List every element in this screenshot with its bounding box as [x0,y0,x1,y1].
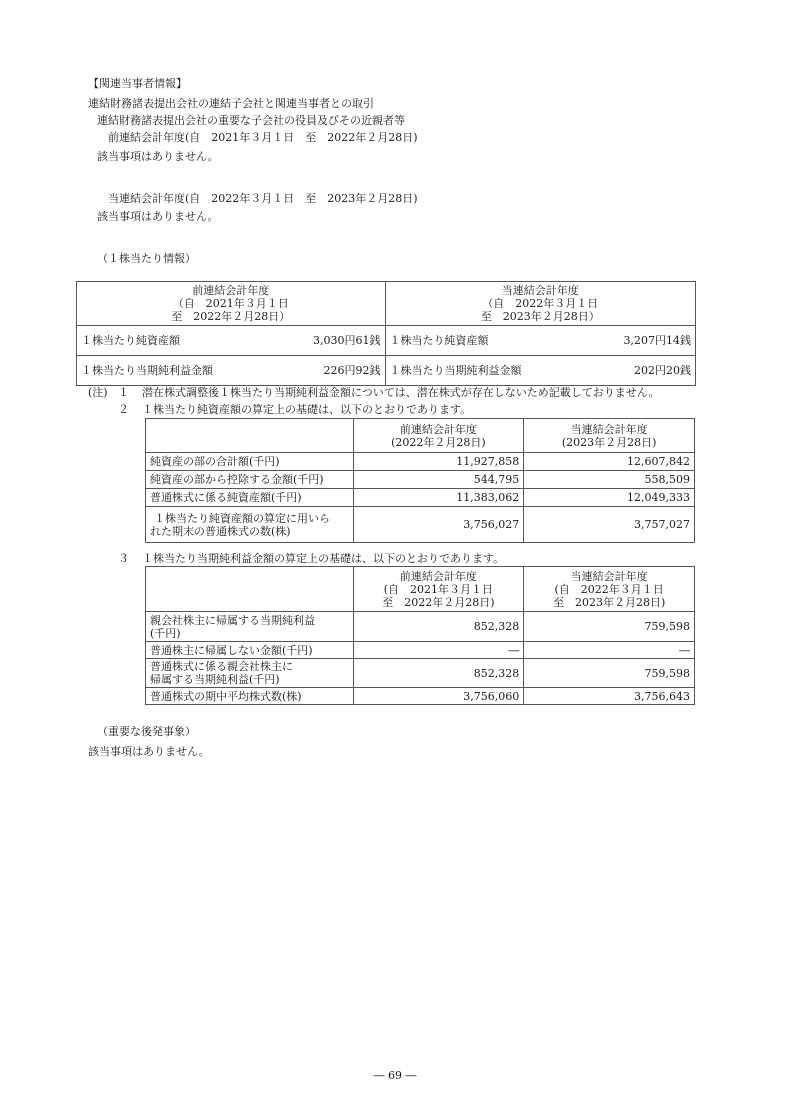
note-mark: (注) [88,386,108,399]
net-assets-table [145,418,695,543]
row-label: 普通株式に係る純資産額(千円) [146,489,354,507]
prev-value: 3,756,027 [353,507,524,543]
note-3-number: ３ [118,552,129,565]
curr-period-label: 当連結会計年度(自 2022年３月１日 至 2023年２月28日) [108,192,418,205]
row-label: 親会社株主に帰属する当期純利益 (千円) [146,612,354,642]
curr-value: 558,509 [524,471,695,489]
note-3-text: １株当たり当期純利益金額の算定上の基礎は、以下のとおりであります。 [142,552,505,565]
curr-value: 759,598 [524,659,695,688]
note-1-text: 潜在株式調整後１株当たり当期純利益金額については、潜在株式が存在しないため記載しておりません。 [142,386,660,399]
curr-value: 3,756,643 [524,688,695,705]
prev-period-label: 前連結会計年度(自 2021年３月１日 至 2022年２月28日) [108,131,418,144]
subsequent-events-heading: （重要な後発事象） [97,725,196,738]
prev-value: 544,795 [353,471,524,489]
related-party-line2: 連結財務諸表提出会社の重要な子会社の役員及びその近親者等 [97,114,405,127]
prev-value: 852,328 [353,612,524,642]
table-header-empty [146,567,354,612]
page-number: ― 69 ― [373,1069,417,1082]
row-label: 純資産の部の合計額(千円) [146,453,354,471]
row-label: 普通株式の期中平均株式数(株) [146,688,354,705]
table-row [146,612,695,642]
per-share-cell: １株当たり純資産額 3,207円14銭 [385,326,696,356]
table-row [146,507,695,543]
prev-value: ― [353,642,524,659]
note-2-text: １株当たり純資産額の算定上の基礎は、以下のとおりであります。 [142,403,472,416]
prev-none-text: 該当事項はありません。 [97,150,219,163]
curr-value: 759,598 [524,612,695,642]
table-row [146,453,695,471]
net-income-table [145,566,695,705]
curr-value: 12,049,333 [524,489,695,507]
curr-value: 3,757,027 [524,507,695,543]
prev-value: 11,927,858 [353,453,524,471]
note-1-number: １ [118,386,129,399]
net-income-prev-header: 前連結会計年度 (自 2021年３月１日 至 2022年２月28日) [353,567,524,612]
row-label: 純資産の部から控除する金額(千円) [146,471,354,489]
table-row [77,326,696,356]
net-assets-curr-header: 当連結会計年度 (2023年２月28日) [524,419,695,453]
curr-none-text: 該当事項はありません。 [97,210,219,223]
row-label: １株当たり純資産額の算定に用いら れた期末の普通株式の数(株) [146,507,354,543]
subsequent-events-text: 該当事項はありません。 [88,745,210,758]
per-share-curr-header: 当連結会計年度 （自 2022年３月１日 至 2023年２月28日） [385,282,696,326]
table-row [146,659,695,688]
per-share-prev-header: 前連結会計年度 （自 2021年３月１日 至 2022年２月28日） [77,282,386,326]
section-title: 【関連当事者情報】 [88,77,187,90]
row-label: 普通株式に係る親会社株主に 帰属する当期純利益(千円) [146,659,354,688]
table-row [146,688,695,705]
prev-value: 11,383,062 [353,489,524,507]
table-row [146,642,695,659]
table-row [77,356,696,386]
prev-value: 3,756,060 [353,688,524,705]
related-party-line1: 連結財務諸表提出会社の連結子会社と関連当事者との取引 [88,97,374,110]
table-header-empty [146,419,354,453]
table-row [146,471,695,489]
row-label: 普通株主に帰属しない金額(千円) [146,642,354,659]
per-share-cell: １株当たり当期純利益金額 202円20銭 [385,356,696,386]
note-2-number: ２ [118,403,129,416]
net-income-curr-header: 当連結会計年度 (自 2022年３月１日 至 2023年２月28日) [524,567,695,612]
per-share-cell: １株当たり当期純利益金額 226円92銭 [77,356,386,386]
curr-value: ― [524,642,695,659]
per-share-cell: １株当たり純資産額 3,030円61銭 [77,326,386,356]
net-assets-prev-header: 前連結会計年度 (2022年２月28日) [353,419,524,453]
prev-value: 852,328 [353,659,524,688]
per-share-heading: （１株当たり情報） [97,252,196,265]
table-row [146,489,695,507]
per-share-table [76,281,696,386]
curr-value: 12,607,842 [524,453,695,471]
